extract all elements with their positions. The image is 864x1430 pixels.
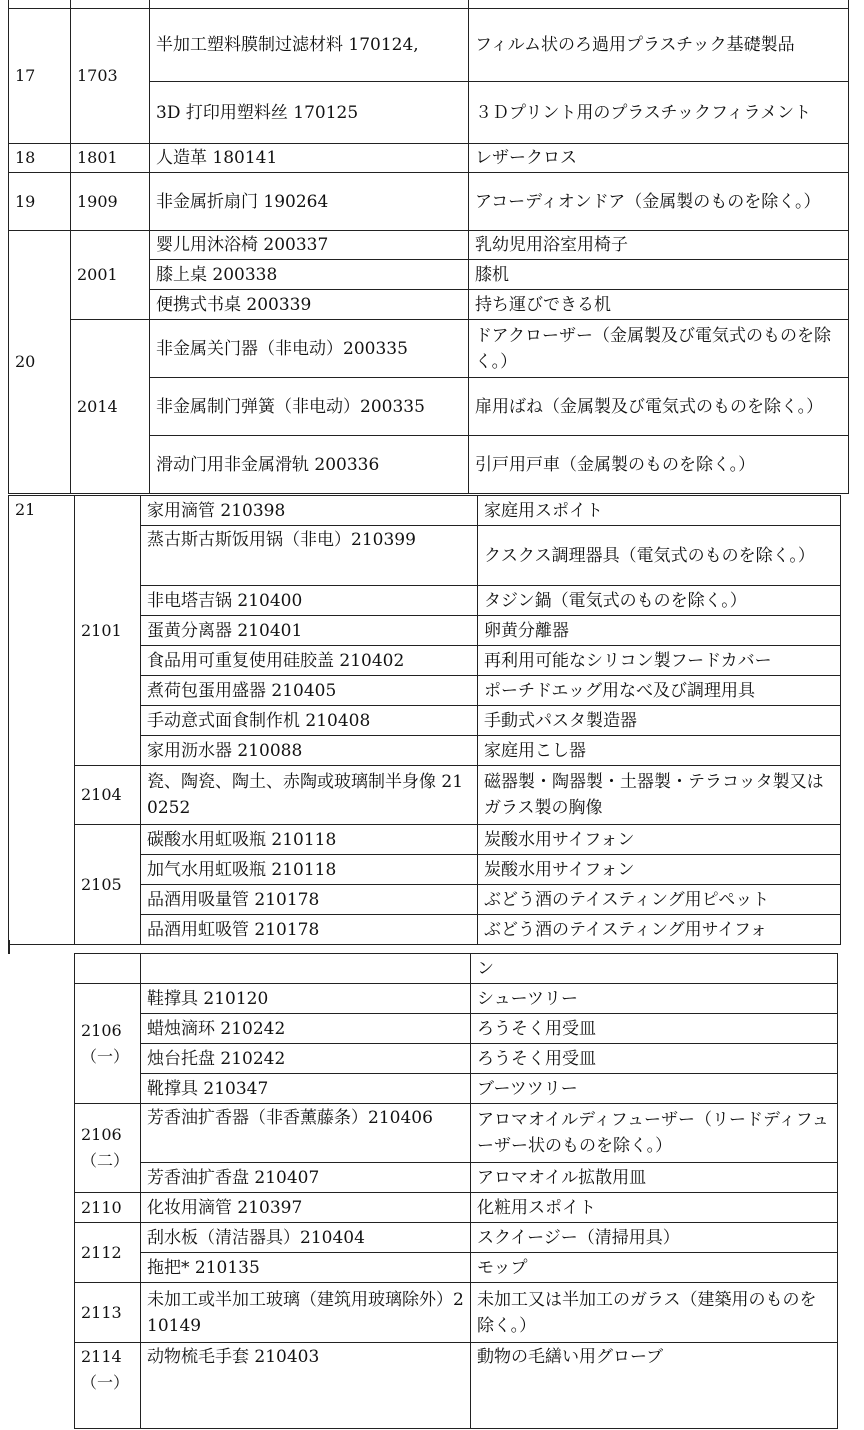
group-code-cell: 2112 (75, 1223, 141, 1283)
goods-name-cn: 动物梳毛手套 210403 (141, 1343, 471, 1429)
goods-table-part-1 (8, 0, 849, 494)
table-row (75, 1223, 838, 1253)
goods-name-jp: 引戸用戸車（金属製のものを除く。） (469, 436, 849, 494)
goods-name-cn: 品酒用虹吸管 210178 (141, 915, 478, 945)
table-row (9, 0, 849, 9)
table-row (75, 1343, 838, 1429)
goods-name-jp: 炭酸水用サイフォン (478, 855, 841, 885)
goods-name-jp: 磁器製・陶器製・土器製・テラコッタ製又はガラス製の胸像 (478, 766, 841, 825)
group-code-cell: 2101 (75, 496, 141, 766)
group-code-cell: 2113 (75, 1283, 141, 1343)
goods-table-part-2 (8, 495, 841, 945)
group-code-cell: 2105 (75, 825, 141, 945)
goods-name-jp: 持ち運びできる机 (469, 290, 849, 320)
goods-name-jp: 手動式パスタ製造器 (478, 706, 841, 736)
table-row (75, 1074, 838, 1104)
goods-name-jp: クスクス調理器具（電気式のものを除く。） (478, 526, 841, 586)
goods-name-cn: 烛台托盘 210242 (141, 1044, 471, 1074)
table-row (75, 1044, 838, 1074)
goods-name-cn: 靴撑具 210347 (141, 1074, 471, 1104)
table-row (75, 1283, 838, 1343)
group-code-cell: 1703 (71, 9, 150, 144)
goods-name-jp: スクイージー（清掃用具） (471, 1223, 838, 1253)
goods-name-cn: 膝上桌 200338 (150, 260, 469, 290)
goods-name-jp: 化粧用スポイト (471, 1193, 838, 1223)
group-code-cell: 2106（一） (75, 984, 141, 1104)
table-row (9, 496, 841, 526)
group-code-cell: 1801 (71, 144, 150, 173)
goods-name-cn: 未加工或半加工玻璃（建筑用玻璃除外）210149 (141, 1283, 471, 1343)
goods-name-cn: 蛋黄分离器 210401 (141, 616, 478, 646)
goods-name-cn: 芳香油扩香盘 210407 (141, 1163, 471, 1193)
goods-name-cn: 刮水板（清洁器具）210404 (141, 1223, 471, 1253)
group-code-cell: 2114（一） (75, 1343, 141, 1429)
goods-name-jp: ろうそく用受皿 (471, 1014, 838, 1044)
table-row (9, 231, 849, 260)
goods-name-jp: 動物の毛繕い用グローブ (471, 1343, 838, 1429)
table-row (75, 1163, 838, 1193)
goods-name-cn: 滑动门用非金属滑轨 200336 (150, 436, 469, 494)
class-number-cell: 17 (9, 9, 71, 144)
goods-name-jp: 卵黄分離器 (478, 616, 841, 646)
goods-name-cn: 鞋撑具 210120 (141, 984, 471, 1014)
goods-name-jp: フィルム状のろ過用プラスチック基礎製品 (469, 9, 849, 82)
group-code-cell: 2014 (71, 320, 150, 494)
table-row (9, 825, 841, 855)
goods-name-jp: ぶどう酒のテイスティング用サイフォ (478, 915, 841, 945)
class-number-cell: 19 (9, 173, 71, 231)
table-row (75, 1104, 838, 1163)
goods-name-jp: ブーツツリー (471, 1074, 838, 1104)
goods-name-jp: シューツリー (471, 984, 838, 1014)
goods-name-cn: 人造革 180141 (150, 144, 469, 173)
goods-name-cn: 3D 打印用塑料丝 170125 (150, 82, 469, 144)
goods-name-jp: ドアクローザー（金属製及び電気式のものを除く。） (469, 320, 849, 378)
goods-name-jp: アロマオイルディフューザー（リードディフューザー状のものを除く。） (471, 1104, 838, 1163)
goods-name-cn: 便携式书桌 200339 (150, 290, 469, 320)
group-code-cell: 2106（二） (75, 1104, 141, 1193)
table-row (9, 144, 849, 173)
goods-name-jp: レザークロス (469, 144, 849, 173)
goods-name-cn: 化妆用滴管 210397 (141, 1193, 471, 1223)
goods-name-cn: 加气水用虹吸瓶 210118 (141, 855, 478, 885)
table-row (9, 9, 849, 82)
goods-name-cn: 家用滴管 210398 (141, 496, 478, 526)
class-number-cell: 18 (9, 144, 71, 173)
goods-name-cn (141, 954, 471, 984)
table-row (9, 173, 849, 231)
goods-name-jp: ３Ｄプリント用のプラスチックフィラメント (469, 82, 849, 144)
goods-name-cn: 煮荷包蛋用盛器 210405 (141, 676, 478, 706)
table-row (75, 954, 838, 984)
goods-name-jp: 膝机 (469, 260, 849, 290)
class-number-cell: 20 (9, 231, 71, 494)
goods-name-cn: 非电塔吉锅 210400 (141, 586, 478, 616)
table-border-line (8, 940, 10, 954)
goods-name-jp: 扉用ばね（金属製及び電気式のものを除く。） (469, 378, 849, 436)
goods-name-cn: 非金属折扇门 190264 (150, 173, 469, 231)
goods-name-cn: 非金属制门弹簧（非电动）200335 (150, 378, 469, 436)
goods-name-cn: 手动意式面食制作机 210408 (141, 706, 478, 736)
goods-name-jp: タジン鍋（電気式のものを除く。） (478, 586, 841, 616)
goods-name-cn: 芳香油扩香器（非香薰藤条）210406 (141, 1104, 471, 1163)
goods-name-jp: ン (471, 954, 838, 984)
goods-name-jp: モップ (471, 1253, 838, 1283)
goods-name-jp: ポーチドエッグ用なべ及び調理用具 (478, 676, 841, 706)
goods-name-cn: 蒸古斯古斯饭用锅（非电）210399 (141, 526, 478, 586)
goods-name-cn: 碳酸水用虹吸瓶 210118 (141, 825, 478, 855)
goods-name-jp: 炭酸水用サイフォン (478, 825, 841, 855)
goods-name-cn: 食品用可重复使用硅胶盖 210402 (141, 646, 478, 676)
goods-name-jp: ろうそく用受皿 (471, 1044, 838, 1074)
group-code-cell: 2001 (71, 231, 150, 320)
goods-name-cn: 家用沥水器 210088 (141, 736, 478, 766)
goods-name-cn: 品酒用吸量管 210178 (141, 885, 478, 915)
table-row (75, 1193, 838, 1223)
table-row (75, 1253, 838, 1283)
goods-name-cn: 婴儿用沐浴椅 200337 (150, 231, 469, 260)
class-number-cell: 21 (9, 496, 75, 945)
goods-name-cn: 瓷、陶瓷、陶土、赤陶或玻璃制半身像 210252 (141, 766, 478, 825)
goods-name-jp: 家庭用スポイト (478, 496, 841, 526)
group-code-cell: 2110 (75, 1193, 141, 1223)
goods-name-cn: 蜡烛滴环 210242 (141, 1014, 471, 1044)
goods-name-jp: アコーディオンドア（金属製のものを除く。） (469, 173, 849, 231)
goods-name-cn: 非金属关门器（非电动）200335 (150, 320, 469, 378)
goods-name-jp: 再利用可能なシリコン製フードカバー (478, 646, 841, 676)
group-code-cell: 2104 (75, 766, 141, 825)
goods-name-jp: 乳幼児用浴室用椅子 (469, 231, 849, 260)
table-row (75, 984, 838, 1014)
goods-name-jp: 家庭用こし器 (478, 736, 841, 766)
goods-table-part-3 (74, 953, 838, 1429)
goods-name-jp: アロマオイル拡散用皿 (471, 1163, 838, 1193)
table-row (9, 766, 841, 825)
table-row (9, 320, 849, 378)
goods-name-jp: 未加工又は半加工のガラス（建築用のものを除く。） (471, 1283, 838, 1343)
goods-name-cn: 半加工塑料膜制过滤材料 170124, (150, 9, 469, 82)
group-code-cell (75, 954, 141, 984)
goods-name-jp: ぶどう酒のテイスティング用ピペット (478, 885, 841, 915)
goods-name-cn: 拖把* 210135 (141, 1253, 471, 1283)
group-code-cell: 1909 (71, 173, 150, 231)
table-row (75, 1014, 838, 1044)
